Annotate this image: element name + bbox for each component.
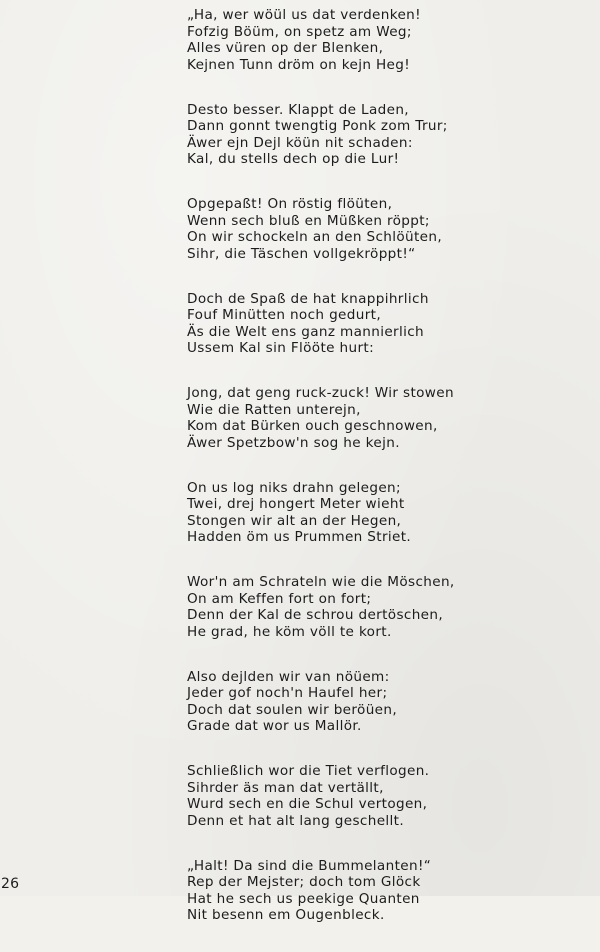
poem-line: Schließlich wor die Tiet verflogen. xyxy=(187,763,430,779)
stanza xyxy=(187,858,587,924)
stanza xyxy=(187,196,587,262)
poem-line: Alles vüren op der Blenken, xyxy=(187,40,384,56)
stanza xyxy=(187,385,587,451)
poem-line: Nit besenn em Ougenbleck. xyxy=(187,907,385,923)
stanza xyxy=(187,669,587,735)
stanza xyxy=(187,480,587,546)
poem-line: Doch de Spaß de hat knappihrlich xyxy=(187,290,429,307)
poem-line: Sihrder äs man dat vertällt, xyxy=(187,779,384,796)
poem-line: Wenn sech bluß en Müßken röppt; xyxy=(187,212,430,229)
poem-line: Hat he sech us peekige Quanten xyxy=(187,890,420,907)
page-number: 26 xyxy=(1,876,20,892)
poem-line: Jeder gof noch'n Haufel her; xyxy=(187,685,388,701)
poem-line: Hadden öm us Prummen Striet. xyxy=(187,529,412,545)
poem-line: Kal, du stells dech op die Lur! xyxy=(187,151,400,167)
poem-line: On am Keffen fort on fort; xyxy=(187,590,372,607)
poem-line: Denn der Kal de schrou dertöschen, xyxy=(187,607,444,623)
poem-line: Denn et hat alt lang geschellt. xyxy=(187,812,405,829)
stanza xyxy=(187,291,587,357)
poem-line: „Halt! Da sind die Bummelanten!“ xyxy=(187,857,432,874)
poem-line: Kom dat Bürken ouch geschnowen, xyxy=(187,418,438,434)
poem-line: „Ha, wer wöül us dat verdenken! xyxy=(187,7,421,23)
poem-line: On us log niks drahn gelegen; xyxy=(187,479,401,496)
poem-line: Fouf Minütten noch gedurt, xyxy=(187,307,381,323)
stanza xyxy=(187,574,587,640)
poem-line: On wir schockeln an den Schlöüten, xyxy=(187,229,443,245)
poem xyxy=(187,7,587,952)
poem-line: Rep der Mejster; doch tom Glöck xyxy=(187,874,421,890)
stanza xyxy=(187,102,587,168)
poem-line: Wor'n am Schrateln wie die Möschen, xyxy=(187,574,455,590)
stanza xyxy=(187,763,587,829)
poem-line: Also dejlden wir van nöüem: xyxy=(187,668,390,685)
poem-line: Grade dat wor us Mallör. xyxy=(187,718,362,734)
poem-line: He grad, he köm völl te kort. xyxy=(187,623,392,640)
stanza xyxy=(187,7,587,73)
poem-line: Opgepaßt! On röstig flöüten, xyxy=(187,196,393,212)
poem-line: Äwer ejn Dejl köün nit schaden: xyxy=(187,134,413,151)
poem-line: Kejnen Tunn dröm on kejn Heg! xyxy=(187,56,411,73)
poem-line: Doch dat soulen wir beröüen, xyxy=(187,701,398,718)
poem-line: Äs die Welt ens ganz mannierlich xyxy=(187,323,425,340)
poem-line: Wie die Ratten unterejn, xyxy=(187,401,361,418)
poem-line: Wurd sech en die Schul vertogen, xyxy=(187,796,428,812)
poem-line: Twei, drej hongert Meter wieht xyxy=(187,496,405,512)
poem-line: Sihr, die Täschen vollgekröppt!“ xyxy=(187,245,416,262)
poem-line: Dann gonnt twengtig Ponk zom Trur; xyxy=(187,118,448,134)
poem-line: Fofzig Böüm, on spetz am Weg; xyxy=(187,23,412,40)
poem-line: Jong, dat geng ruck-zuck! Wir stowen xyxy=(187,385,454,401)
poem-line: Desto besser. Klappt de Laden, xyxy=(187,101,409,118)
poem-line: Ussem Kal sin Flööte hurt: xyxy=(187,340,375,356)
poem-line: Stongen wir alt an der Hegen, xyxy=(187,512,402,529)
poem-line: Äwer Spetzbow'n sog he kejn. xyxy=(187,434,400,451)
